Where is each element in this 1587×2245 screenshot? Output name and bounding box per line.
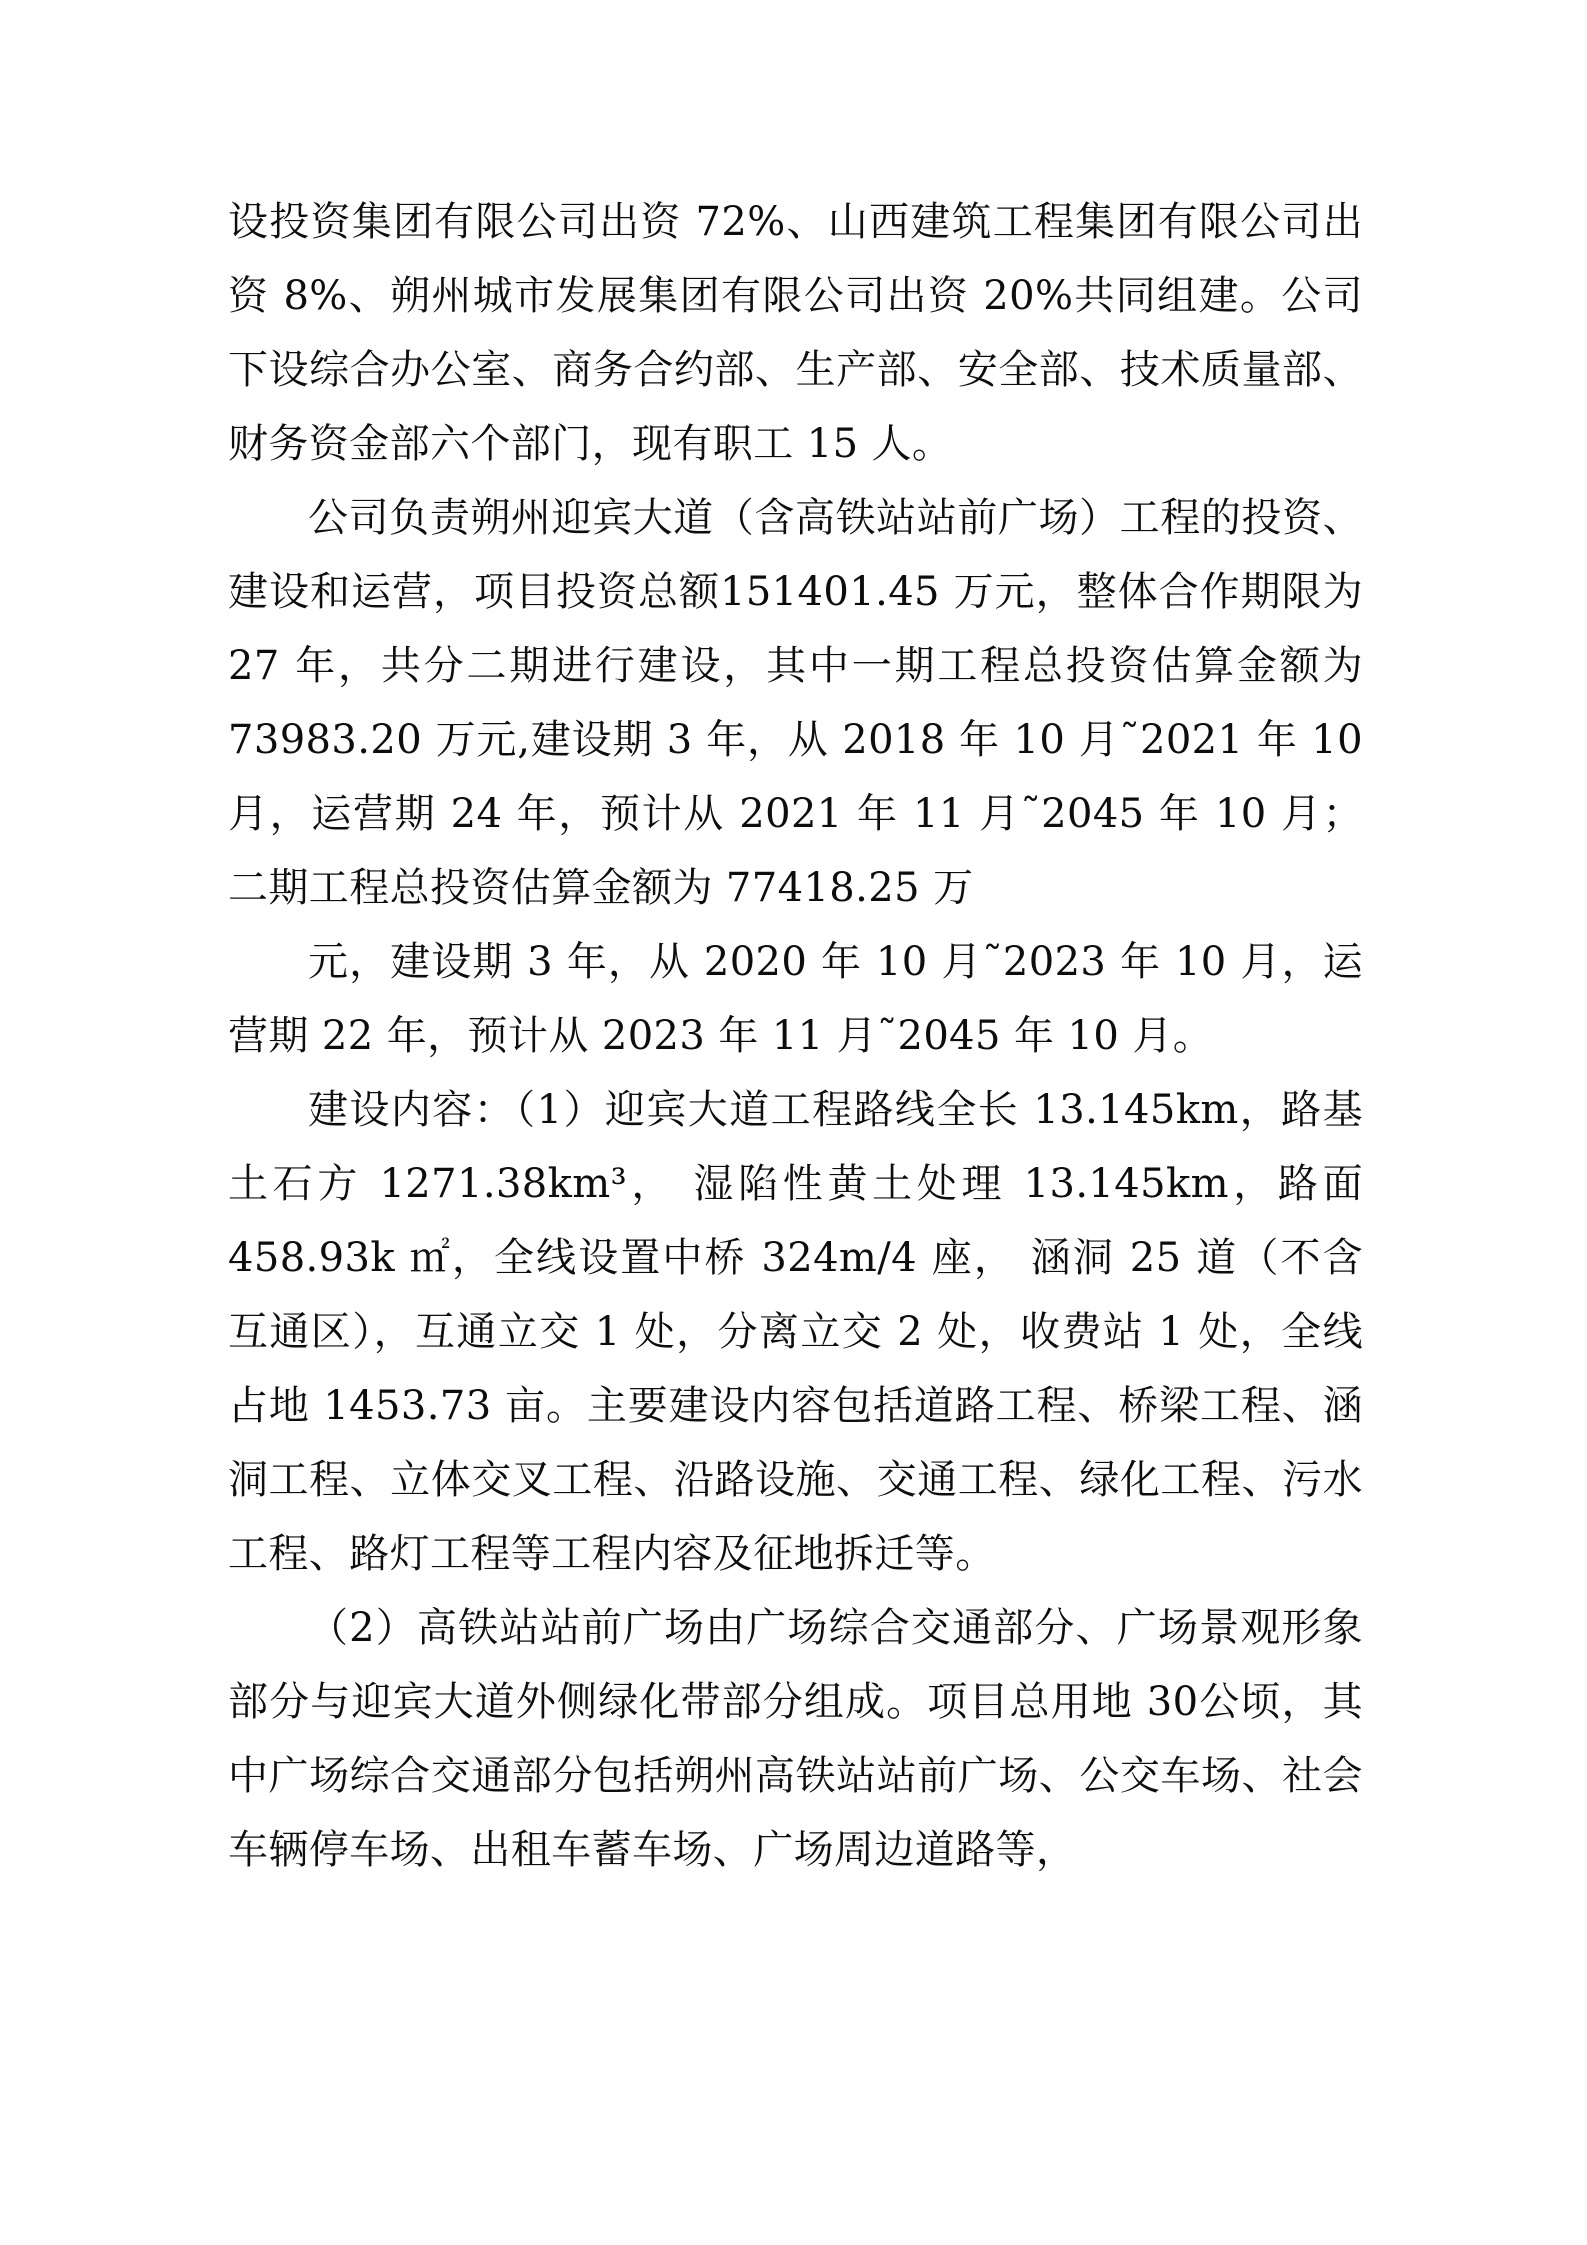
page-body	[228, 185, 1363, 1887]
paragraph-phase-two: 元，建设期 3 年，从 2020 年 10 月˜2023 年 10 月，运营期 22 年，预计从 2023 年 11 月˜2045 年 10 月。	[228, 939, 1363, 1059]
paragraph-project-investment: 公司负责朔州迎宾大道（含高铁站站前广场）工程的投资、建设和运营，项目投资总额151401.45 万元，整体合作期限为 27 年，共分二期进行建设，其中一期工程总投资估算金额为 73983.20 万元,建设期 3 年，从 2018 年 10 月˜2021 年 10 月，运营期 24 年，预计从 2021 年 11 月˜2045 年 10 月；二期工程总投资估算金额为 77418.25 万	[228, 495, 1363, 911]
paragraph-construction-content-2: （2）高铁站站前广场由广场综合交通部分、广场景观形象部分与迎宾大道外侧绿化带部分组成。项目总用地 30公顷，其中广场综合交通部分包括朔州高铁站站前广场、公交车场、社会车辆停车场、出租车蓄车场、广场周边道路等，	[228, 1605, 1363, 1873]
paragraph-company-shareholders: 设投资集团有限公司出资 72%、山西建筑工程集团有限公司出资 8%、朔州城市发展集团有限公司出资 20%共同组建。公司下设综合办公室、商务合约部、生产部、安全部、技术质量部、财务资金部六个部门，现有职工 15 人。	[228, 199, 1363, 467]
paragraph-construction-content-1: 建设内容：（1）迎宾大道工程路线全长 13.145km，路基土石方 1271.38km³， 湿陷性黄土处理 13.145km，路面458.93k ㎡，全线设置中桥 324m/4 座， 涵洞 25 道（不含互通区），互通立交 1 处，分离立交 2 处，收费站 1 处，全线占地 1453.73 亩。主要建设内容包括道路工程、桥梁工程、涵洞工程、立体交叉工程、沿路设施、交通工程、绿化工程、污水工程、路灯工程等工程内容及征地拆迁等。	[228, 1087, 1363, 1577]
